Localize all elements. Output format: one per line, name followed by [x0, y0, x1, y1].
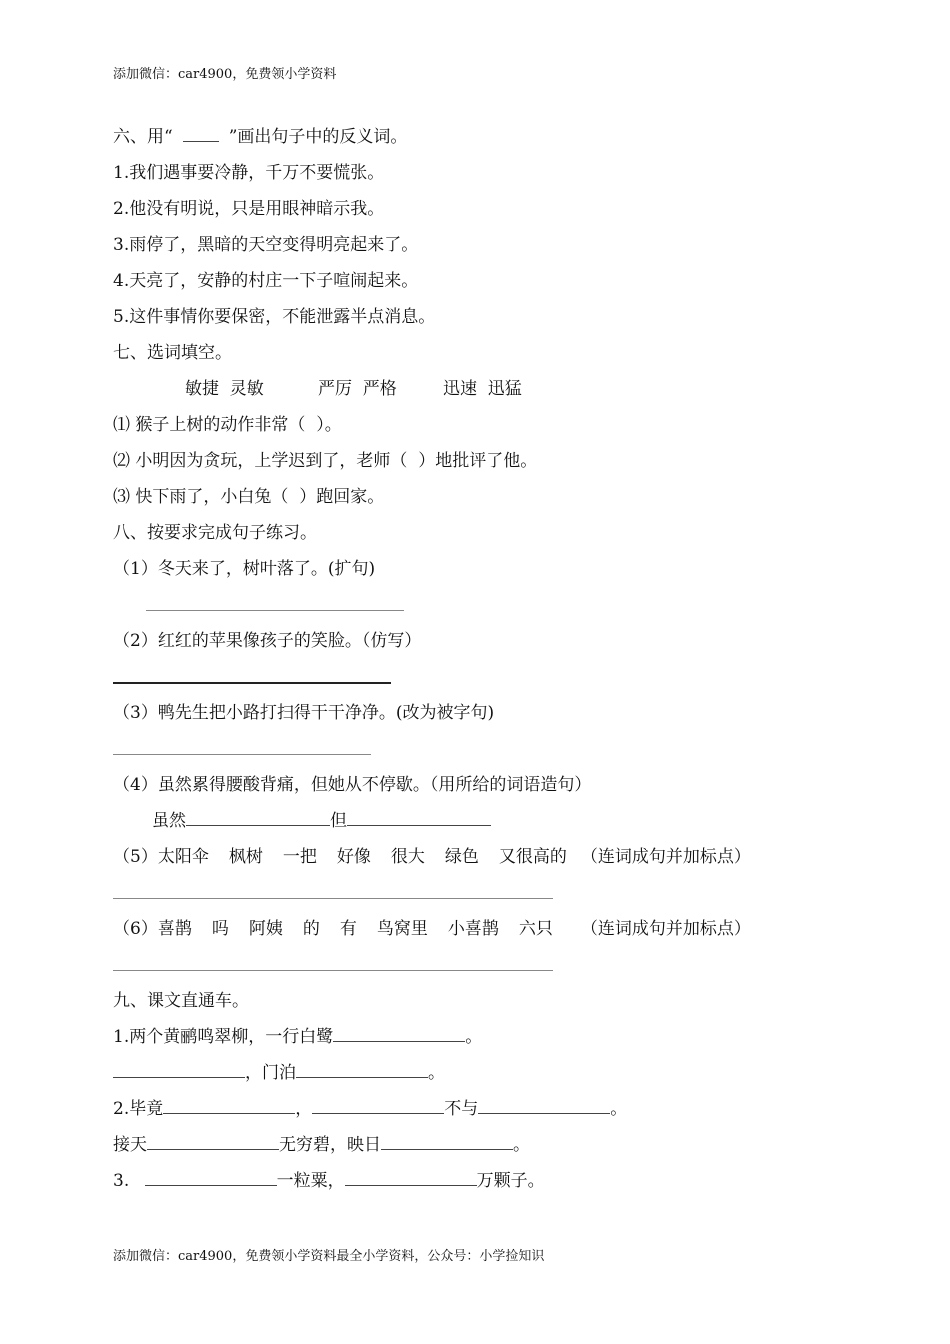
poem-line-2 [113, 1062, 445, 1084]
poem-text: 。 [513, 1135, 530, 1155]
section6-item-4: 4.天亮了，安静的村庄一下子喧闹起来。 [113, 271, 419, 291]
section6-item-5: 5.这件事情你要保密，不能泄露半点消息。 [113, 307, 436, 327]
answer-line-q2[interactable] [113, 682, 391, 684]
q6-word: 吗 [211, 919, 229, 939]
q5-note: （连词成句并加标点） [580, 847, 751, 867]
poem-text: 3. [113, 1171, 135, 1191]
section6-item-2: 2.他没有明说，只是用眼神暗示我。 [113, 199, 385, 219]
section6-title-post: ”画出句子中的反义词。 [228, 127, 408, 147]
poem-line-3 [113, 1098, 627, 1120]
poem-text: 2.毕竟 [113, 1099, 164, 1119]
q4-word-a: 虽然 [152, 811, 186, 831]
section8-q4: （4）虽然累得腰酸背痛，但她从不停歇。（用所给的词语造句） [113, 775, 592, 795]
section8-q5 [113, 846, 751, 868]
poem-text: 。 [465, 1027, 483, 1047]
poem-blank[interactable] [345, 1171, 477, 1186]
poem-line-1 [113, 1026, 482, 1048]
poem-line-4 [113, 1134, 530, 1156]
q6-word: （6）喜鹊 [113, 919, 192, 939]
q6-word: 六只 [518, 919, 553, 939]
poem-text: 不与 [444, 1099, 479, 1119]
q6-word: 小喜鹊 [447, 919, 499, 939]
section6-item-3: 3.雨停了，黑暗的天空变得明亮起来了。 [113, 235, 419, 255]
q5-word: 好像 [336, 847, 371, 867]
q6-word: 有 [339, 919, 357, 939]
poem-text: 万颗子。 [476, 1171, 545, 1191]
poem-blank[interactable] [296, 1063, 428, 1078]
poem-text: 一粒粟， [276, 1171, 345, 1191]
poem-text: 无穷碧，映日 [279, 1135, 381, 1155]
word-group-3: 迅速 迅猛 [443, 379, 522, 399]
poem-blank[interactable] [145, 1171, 277, 1186]
section8-q6 [113, 918, 751, 940]
q6-word: 鸟窝里 [376, 919, 428, 939]
section9-title: 九、课文直通车。 [113, 991, 249, 1011]
answer-line-q6[interactable] [113, 970, 553, 971]
word-group-2: 严厉 严格 [318, 379, 397, 399]
poem-text: ， [295, 1099, 313, 1119]
poem-blank[interactable] [333, 1027, 465, 1042]
q4-word-b: 但 [330, 811, 347, 831]
q5-word: 枫树 [228, 847, 263, 867]
page-header: 添加微信：car4900，免费领小学资料 [113, 67, 337, 82]
section8-q1: （1）冬天来了，树叶落了。(扩句) [113, 559, 376, 579]
poem-blank[interactable] [147, 1135, 279, 1150]
answer-line-q5[interactable] [113, 898, 553, 899]
section8-title: 八、按要求完成句子练习。 [113, 523, 317, 543]
section6-title [113, 126, 407, 148]
q6-word: 阿姨 [248, 919, 283, 939]
poem-text: 。 [428, 1063, 445, 1083]
word-group-1: 敏捷 灵敏 [185, 379, 264, 399]
poem-blank[interactable] [163, 1099, 295, 1114]
q4-blank-1[interactable] [186, 811, 330, 826]
poem-blank[interactable] [113, 1063, 245, 1078]
section6-title-pre: 六、用“ [113, 127, 173, 147]
poem-text: 接天 [113, 1135, 147, 1155]
q5-word: 绿色 [444, 847, 479, 867]
q5-word: 很大 [390, 847, 425, 867]
poem-text: 。 [610, 1099, 628, 1119]
section8-q2: （2）红红的苹果像孩子的笑脸。（仿写） [113, 631, 422, 651]
section7-item-1: ⑴ 猴子上树的动作非常（ ）。 [113, 415, 342, 435]
q5-word: 又很高的 [498, 847, 567, 867]
underline-sample [183, 127, 219, 142]
poem-text: 1.两个黄鹂鸣翠柳，一行白鹭 [113, 1027, 334, 1047]
poem-text: ，门泊 [245, 1063, 296, 1083]
poem-blank[interactable] [381, 1135, 513, 1150]
section6-item-1: 1.我们遇事要冷静，千万不要慌张。 [113, 163, 385, 183]
q5-word: （5）太阳伞 [113, 847, 209, 867]
section7-item-3: ⑶ 快下雨了，小白兔（ ）跑回家。 [113, 487, 385, 507]
poem-blank[interactable] [312, 1099, 444, 1114]
answer-line-q3[interactable] [113, 754, 371, 755]
section7-title: 七、选词填空。 [113, 343, 232, 363]
answer-line-q1[interactable] [146, 610, 404, 611]
q6-word: 的 [302, 919, 320, 939]
q5-word: 一把 [282, 847, 317, 867]
q6-note: （连词成句并加标点） [580, 919, 751, 939]
poem-line-5 [113, 1170, 545, 1192]
poem-blank[interactable] [478, 1099, 610, 1114]
q4-blank-2[interactable] [347, 811, 491, 826]
section8-q3: （3）鸭先生把小路打扫得干干净净。(改为被字句) [113, 703, 495, 723]
page-footer: 添加微信：car4900，免费领小学资料最全小学资料，公众号：小学捡知识 [113, 1249, 545, 1264]
section8-q4-answer [152, 810, 491, 832]
section7-item-2: ⑵ 小明因为贪玩，上学迟到了，老师（ ）地批评了他。 [113, 451, 538, 471]
